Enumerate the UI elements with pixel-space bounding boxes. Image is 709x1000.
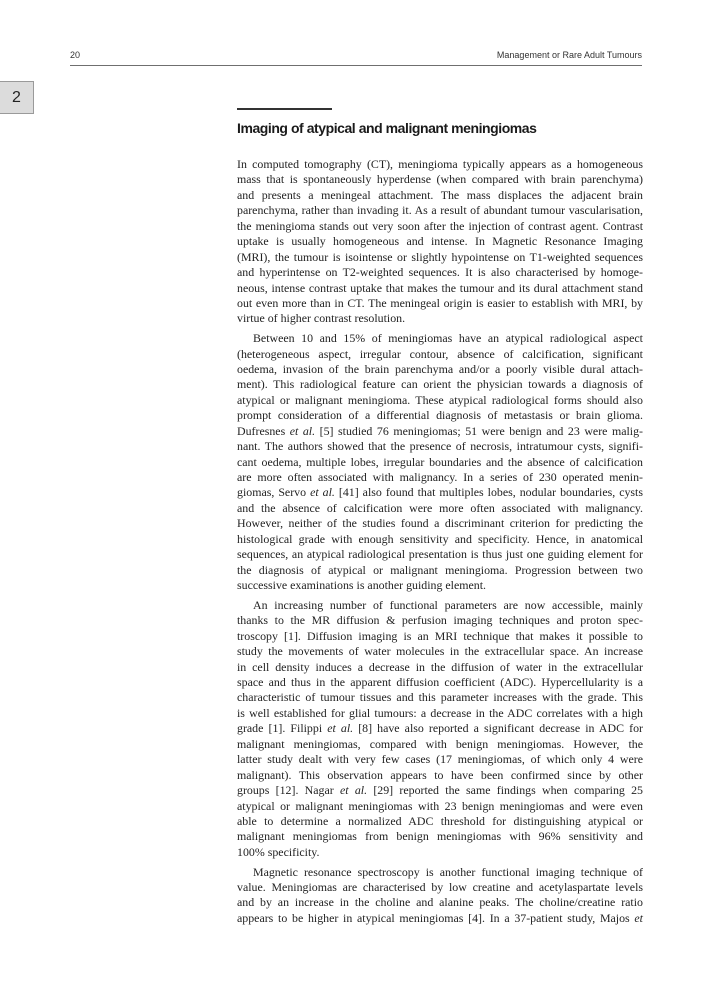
text-line: the diagnosis of atypical or malignant meningioma. Progression between two [237,562,643,577]
citation-etal: et al. [289,423,316,438]
text-line: oedema, invasion of the brain parenchyma and/or a poorly visible dural attach- [237,361,643,376]
text-line: parenchyma, rather than invading it. As a result of abundant tumour vascularisation, [237,203,643,218]
text-line: sequences, an atypical radiological presentation is thus just one guiding element for [237,547,643,562]
text-line: prompt consideration of a differential diagnosis of metastasis or brain glioma. [237,408,643,423]
text-segment: [5] studied 76 meningiomas; 51 were benign and 23 were malig- [315,423,643,438]
text-line: the meningioma stands out very soon after the injection of contrast agent. Contrast [237,218,643,233]
text-line: atypical or malignant meningiomas with 23 benign meningiomas and were even [237,798,643,813]
text-segment: groups [12]. Nagar [237,783,340,798]
text-line: space and thus in the apparent diffusion coefficient (ADC). Hypercellularity is a [237,675,643,690]
text-line: in cell density induces a decrease in the diffusion of water in the extracellular [237,659,643,674]
text-line: malignant). This observation appears to have been confirmed since by other [237,767,643,782]
running-title: Management or Rare Adult Tumours [496,50,642,60]
text-line: value. Meningiomas are characterised by low creatine and acetylaspartate levels [237,880,643,895]
text-line: and hyperintense on T2-weighted sequences. It is also characterised by homoge- [237,265,643,280]
body-text [237,157,643,931]
text-segment: Dufresnes [237,423,290,438]
text-line: latter study dealt with very few cases (17 meningiomas, of which only 4 were [237,752,643,767]
text-line: out even more than in CT. The meningeal origin is easier to establish with MRI, by [237,295,643,310]
text-line: thanks to the MR diffusion & perfusion imaging techniques and proton spec- [237,613,643,628]
text-line: histological grade with enough sensitivity and specificity. Hence, in anatomical [237,531,643,546]
text-line: In computed tomography (CT), meningioma typically appears as a homogeneous [237,157,643,171]
text-line: Between 10 and 15% of meningiomas have an atypical radiological aspect [253,331,643,346]
body-paragraph [237,598,643,860]
text-segment: grade [1]. Filippi [237,721,328,736]
text-segment: giomas, Servo [237,485,311,500]
body-paragraph [237,865,643,927]
text-line: 100% specificity. [237,844,320,859]
text-line: able to determine a normalized ADC threshold for distinguishing atypical or [237,813,643,828]
text-line: malignant meningiomas, compared with benign meningiomas. However, the [237,736,643,751]
text-line: nant. The authors showed that the presence of necrosis, intratumour cysts, signifi- [237,439,643,454]
section-heading: Imaging of atypical and malignant meningiomas [237,120,537,136]
text-line: malignant meningiomas from benign meningiomas with 96% sensitivity and [237,829,643,844]
chapter-tab: 2 [0,81,34,114]
text-line: characteristic of tumour tissues and this parameter increases with the grade. This [237,690,643,705]
text-line: atypical or malignant meningioma. These atypical radiological forms should also [237,392,643,407]
citation-etal: et [634,910,643,925]
citation-etal: et al. [327,721,354,736]
text-line: cant oedema, multiple lobes, irregular boundaries and the absence of calcification [237,454,643,469]
text-line [237,911,643,926]
text-line: are more often associated with malignancy. In a series of 230 operated menin- [237,470,643,485]
body-paragraph [237,157,643,327]
text-segment: [41] also found that multiples lobes, nodular boundaries, cysts [334,485,643,500]
page-number: 20 [70,50,81,60]
text-line: and the absence of calcification were more often associated with malignancy. [237,500,643,515]
text-line: However, neither of the studies found a discriminant criterion for predicting the [237,516,643,531]
text-line: and presents a meningeal attachment. The mass displaces the adjacent brain [237,187,643,202]
text-segment: [29] reported the same findings when comparing 25 [367,783,643,798]
text-line: (heterogeneous aspect, irregular contour, absence of calcification, significant [237,346,643,361]
text-line: virtue of higher contrast resolution. [237,311,406,326]
body-paragraph [237,331,643,593]
text-line: Magnetic resonance spectroscopy is another functional imaging technique of [253,864,643,879]
text-line: successive examinations is another guiding element. [237,578,486,593]
running-header [70,48,642,66]
text-line [237,721,643,736]
text-line: and by an increase in the choline and alanine peaks. The choline/creatine ratio [237,895,643,910]
text-line: troscopy [1]. Diffusion imaging is an MRI technique that makes it possible to [237,628,643,643]
text-line: An increasing number of functional parameters are now accessible, mainly [253,597,643,612]
text-line: ment). This radiological feature can orient the physician towards a diagnosis of [237,377,643,392]
text-segment: [8] have also reported a significant decrease in ADC for [353,721,643,736]
text-line: is well established for glial tumours: a decrease in the ADC correlates with a high [237,705,643,720]
text-line: neous, intense contrast uptake that makes the tumour and its dural attachment stand [237,280,643,295]
text-segment: appears to be higher in atypical meningiomas [4]. In a 37-patient study, Majos [237,910,635,925]
text-line: (MRI), the tumour is isointense or slightly hypointense on T1-weighted sequences [237,249,643,264]
text-line [237,783,643,798]
text-line: mass that is spontaneously hyperdense (when compared with brain parenchyma) [237,172,643,187]
citation-etal: et al. [339,783,368,798]
citation-etal: et al. [310,485,335,500]
text-line: study the movements of water molecules in the extracellular space. An increase [237,644,643,659]
heading-rule [237,108,332,110]
text-line [237,485,643,500]
text-line: uptake is usually homogeneous and intense. In Magnetic Resonance Imaging [237,234,643,249]
text-line [237,424,643,439]
